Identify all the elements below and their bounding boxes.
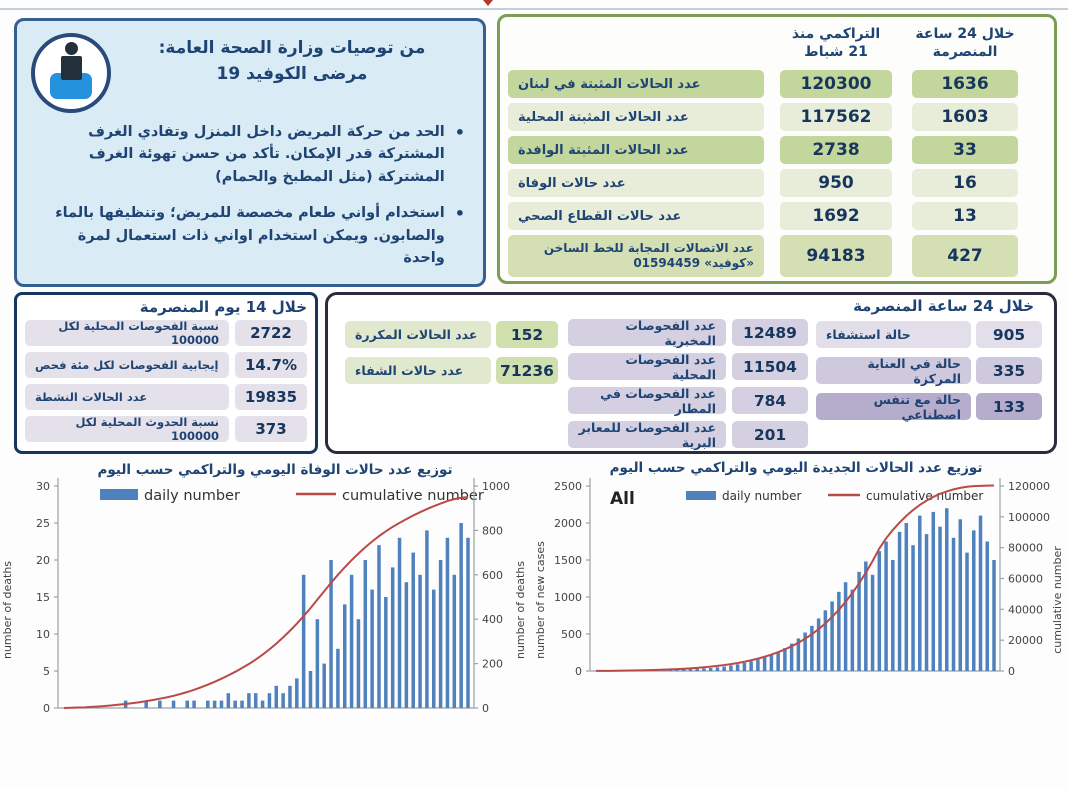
legend-cumulative-label: cumulative number bbox=[866, 489, 983, 503]
legend-daily-label: daily number bbox=[144, 488, 240, 504]
legend-daily-label: daily number bbox=[722, 489, 801, 503]
recommendations-title-line1: من توصيات وزارة الصحة العامة: bbox=[127, 35, 457, 61]
svg-text:0: 0 bbox=[1008, 665, 1015, 678]
cumulative-value: 120300 bbox=[780, 70, 892, 98]
bullet-icon: • bbox=[455, 121, 465, 188]
stat-value: 71236 bbox=[496, 357, 558, 384]
svg-text:0: 0 bbox=[575, 665, 582, 678]
cumulative-value: 117562 bbox=[780, 103, 892, 131]
svg-text:800: 800 bbox=[482, 524, 503, 537]
stat-label: حالة مع تنفس اصطناعي bbox=[816, 393, 971, 420]
svg-text:25: 25 bbox=[36, 517, 50, 530]
stat-label: عدد الفحوصات للمعابر البرية bbox=[568, 421, 726, 448]
stat-label: عدد الفحوصات في المطار bbox=[568, 387, 726, 414]
recommendation-text: الحد من حركة المريض داخل المنزل وتفادي الغرف المشتركة قدر الإمكان. تأكد من حسن تهوئة الغرف المشتركة (مثل المطبخ والحمام) bbox=[35, 121, 445, 188]
stat-label: عدد الفحوصات المحلية bbox=[568, 353, 726, 380]
svg-text:200: 200 bbox=[482, 658, 503, 671]
stat-value: 335 bbox=[976, 357, 1042, 384]
stat-label: عدد حالات الشفاء bbox=[345, 357, 491, 384]
bullet-icon: • bbox=[455, 202, 465, 269]
stat-value: 152 bbox=[496, 321, 558, 348]
table-row-label: عدد الحالات المثبتة الوافدة bbox=[508, 136, 764, 164]
stat-label: عدد الفحوصات المخبرية bbox=[568, 319, 726, 346]
last24h-value: 33 bbox=[912, 136, 1018, 164]
recommendation-item bbox=[35, 202, 465, 269]
svg-text:1000: 1000 bbox=[554, 591, 582, 604]
table-row-label: عدد الاتصالات المجابة للخط الساخن «كوفيد» 01594459 bbox=[508, 235, 764, 277]
last24h-title: خلال 24 ساعة المنصرمة bbox=[853, 297, 1034, 315]
stat-row bbox=[25, 384, 307, 410]
svg-text:10: 10 bbox=[36, 628, 50, 641]
cumulative-value: 94183 bbox=[780, 235, 892, 277]
stat-value: 373 bbox=[235, 416, 307, 442]
column-header-cumulative: التراكمي منذ 21 شباط bbox=[780, 23, 892, 65]
recommendation-item bbox=[35, 121, 465, 188]
recommendations-title bbox=[127, 35, 457, 88]
chart-legend bbox=[686, 489, 983, 503]
svg-text:15: 15 bbox=[36, 591, 50, 604]
table-row-label: عدد الحالات المثبتة المحلية bbox=[508, 103, 764, 131]
y-axis-label-left: number of new cases bbox=[534, 541, 547, 659]
person-head-shape bbox=[65, 42, 78, 55]
fourteen-day-panel bbox=[14, 292, 318, 454]
stat-value: 2722 bbox=[235, 320, 307, 346]
stat-label: نسبة الحدوث المحلية لكل 100000 bbox=[25, 416, 229, 442]
stat-label: حالة في العناية المركزة bbox=[816, 357, 971, 384]
daily-number-swatch bbox=[100, 489, 138, 500]
stat-row bbox=[25, 320, 307, 346]
stat-value: 11504 bbox=[732, 353, 808, 380]
last24h-value: 13 bbox=[912, 202, 1018, 230]
stat-value: 201 bbox=[732, 421, 808, 448]
svg-text:2000: 2000 bbox=[554, 517, 582, 530]
last24h-value: 427 bbox=[912, 235, 1018, 277]
svg-text:30: 30 bbox=[36, 480, 50, 493]
chart-title: توزيع عدد حالات الوفاة اليومي والتراكمي حسب اليوم bbox=[97, 462, 452, 478]
stat-value: 133 bbox=[976, 393, 1042, 420]
stat-row bbox=[25, 416, 307, 442]
svg-text:5: 5 bbox=[43, 665, 50, 678]
svg-text:40000: 40000 bbox=[1008, 603, 1043, 616]
stat-label: إيجابية الفحوصات لكل مئة فحص bbox=[25, 352, 229, 378]
stat-value: 905 bbox=[976, 321, 1042, 348]
stat-value: 19835 bbox=[235, 384, 307, 410]
chart-title: توزيع عدد الحالات الجديدة اليومي والتراكمي حسب اليوم bbox=[610, 460, 983, 476]
y-axis-label-left: number of deaths bbox=[1, 561, 14, 659]
stat-value: 784 bbox=[732, 387, 808, 414]
summary-table bbox=[508, 23, 1046, 277]
svg-text:20: 20 bbox=[36, 554, 50, 567]
stat-value: 14.7% bbox=[235, 352, 307, 378]
last24h-value: 1636 bbox=[912, 70, 1018, 98]
fourteen-day-title: خلال 14 يوم المنصرمة bbox=[25, 298, 307, 316]
daily-number-swatch bbox=[686, 491, 716, 500]
svg-text:600: 600 bbox=[482, 569, 503, 582]
svg-text:20000: 20000 bbox=[1008, 634, 1043, 647]
chart-annotation-all: All bbox=[610, 489, 635, 509]
cumulative-value: 2738 bbox=[780, 136, 892, 164]
last24h-value: 1603 bbox=[912, 103, 1018, 131]
summary-table-panel bbox=[497, 14, 1057, 284]
legend-cumulative-label: cumulative number bbox=[342, 488, 484, 504]
patient-bath-icon bbox=[31, 33, 111, 113]
recommendations-panel bbox=[14, 18, 486, 287]
recommendations-list bbox=[35, 121, 465, 284]
red-marker bbox=[483, 0, 493, 6]
y-axis-label-right: cumulative number bbox=[1051, 546, 1064, 654]
svg-text:1000: 1000 bbox=[482, 480, 510, 493]
cumulative-value: 1692 bbox=[780, 202, 892, 230]
stat-label: نسبة الفحوصات المحلية لكل 100000 bbox=[25, 320, 229, 346]
last24h-value: 16 bbox=[912, 169, 1018, 197]
svg-text:500: 500 bbox=[561, 628, 582, 641]
svg-text:0: 0 bbox=[482, 702, 489, 715]
recommendation-text: استخدام أواني طعام مخصصة للمريض؛ وتنظيفها بالماء والصابون. ويمكن استخدام اواني ذات استعمال لمرة واحدة bbox=[35, 202, 445, 269]
person-body-shape bbox=[61, 56, 82, 80]
svg-text:2500: 2500 bbox=[554, 480, 582, 493]
table-row-label: عدد حالات القطاع الصحي bbox=[508, 202, 764, 230]
stat-label: حالة استشفاء bbox=[816, 321, 971, 348]
deaths-chart bbox=[0, 460, 534, 790]
y-axis-label-right: number of deaths bbox=[514, 561, 527, 659]
stat-label: عدد الحالات المكررة bbox=[345, 321, 491, 348]
svg-text:120000: 120000 bbox=[1008, 480, 1050, 493]
stat-row bbox=[25, 352, 307, 378]
new-cases-chart bbox=[534, 460, 1068, 790]
svg-text:400: 400 bbox=[482, 613, 503, 626]
svg-text:80000: 80000 bbox=[1008, 542, 1043, 555]
svg-text:60000: 60000 bbox=[1008, 573, 1043, 586]
svg-text:0: 0 bbox=[43, 702, 50, 715]
stat-label: عدد الحالات النشطة bbox=[25, 384, 229, 410]
top-divider-line bbox=[0, 8, 1068, 10]
table-row-label: عدد الحالات المثبتة في لبنان bbox=[508, 70, 764, 98]
cumulative-value: 950 bbox=[780, 169, 892, 197]
table-row-label: عدد حالات الوفاة bbox=[508, 169, 764, 197]
svg-text:100000: 100000 bbox=[1008, 511, 1050, 524]
recommendations-title-line2: مرضى الكوفيد 19 bbox=[127, 61, 457, 87]
stat-value: 12489 bbox=[732, 319, 808, 346]
chart-legend bbox=[100, 488, 484, 504]
svg-text:1500: 1500 bbox=[554, 554, 582, 567]
last24h-panel bbox=[325, 292, 1057, 454]
column-header-last24h: خلال 24 ساعة المنصرمة bbox=[912, 23, 1018, 65]
